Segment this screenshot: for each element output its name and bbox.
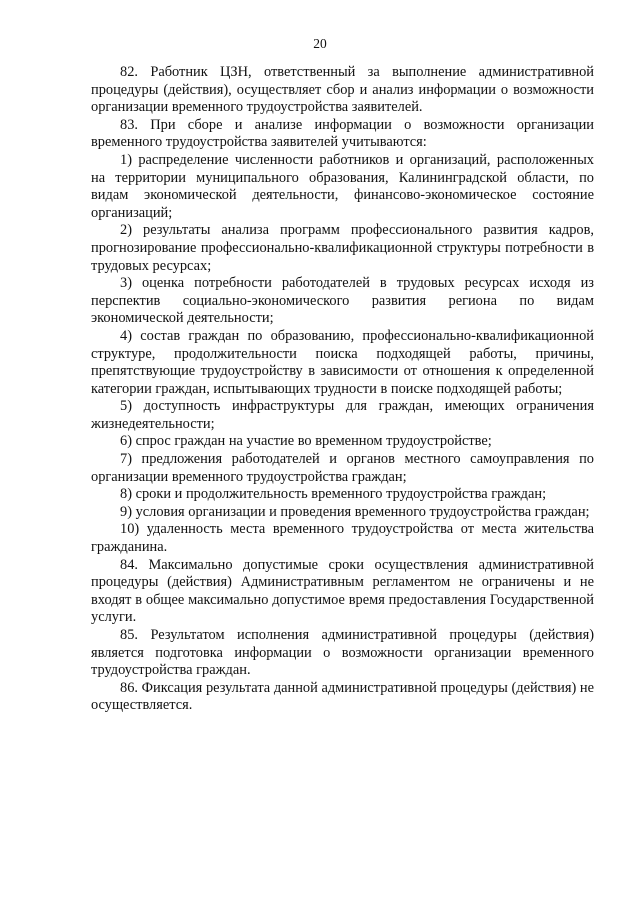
paragraph-83: 83. При сборе и анализе информации о возможности организации временного трудоустройства заявителей учитываются: <box>91 116 594 151</box>
list-item-5: 5) доступность инфраструктуры для граждан, имеющих ограничения жизнедеятельности; <box>91 398 594 432</box>
paragraph-86: 86. Фиксация результата данной административной процедуры (действия) не осуществляется. <box>91 679 594 714</box>
list-item-4: 4) состав граждан по образованию, профессионально-квалификационной структуре, продолжительности поиска подходящей работы, причины, препятствующие трудоустройству в зависимости от отношения к определенной категории граждан, испытывающих трудности в поиске подходящей работы; <box>91 327 594 397</box>
list-item-2: 2) результаты анализа программ профессионального развития кадров, прогнозирование профессионально-квалификационной структуры потребности в трудовых ресурсах; <box>91 222 594 274</box>
paragraph-84: 84. Максимально допустимые сроки осуществления административной процедуры (действия) Административным регламентом не ограничены и не входят в общее максимально допустимое время предоставления Государственной услуги. <box>91 556 594 626</box>
paragraph-82: 82. Работник ЦЗН, ответственный за выполнение административной процедуры (действия), осуществляет сбор и анализ информации о возможности организации временного трудоустройства заявителей. <box>91 64 594 116</box>
document-body <box>91 64 594 715</box>
list-item-7: 7) предложения работодателей и органов местного самоуправления по организации временного трудоустройства граждан; <box>91 451 594 485</box>
list-item-9: 9) условия организации и проведения временного трудоустройства граждан; <box>120 503 590 520</box>
list-item-3: 3) оценка потребности работодателей в трудовых ресурсах исходя из перспектив социально-экономического развития региона по видам экономической деятельности; <box>91 275 594 327</box>
paragraph-85: 85. Результатом исполнения административной процедуры (действия) является подготовка информации о возможности организации временного трудоустройства граждан. <box>91 627 594 679</box>
page-number: 20 <box>313 36 327 51</box>
list-item-6: 6) спрос граждан на участие во временном трудоустройстве; <box>120 433 492 450</box>
list-item-10: 10) удаленность места временного трудоустройства от места жительства гражданина. <box>91 521 594 556</box>
list-item-8: 8) сроки и продолжительность временного трудоустройства граждан; <box>120 486 547 503</box>
list-item-1: 1) распределение численности работников и организаций, расположенных на территории муниципального образования, Калининградской области, по видам экономической деятельности, финансово-экономическое состояние организаций; <box>91 151 594 221</box>
